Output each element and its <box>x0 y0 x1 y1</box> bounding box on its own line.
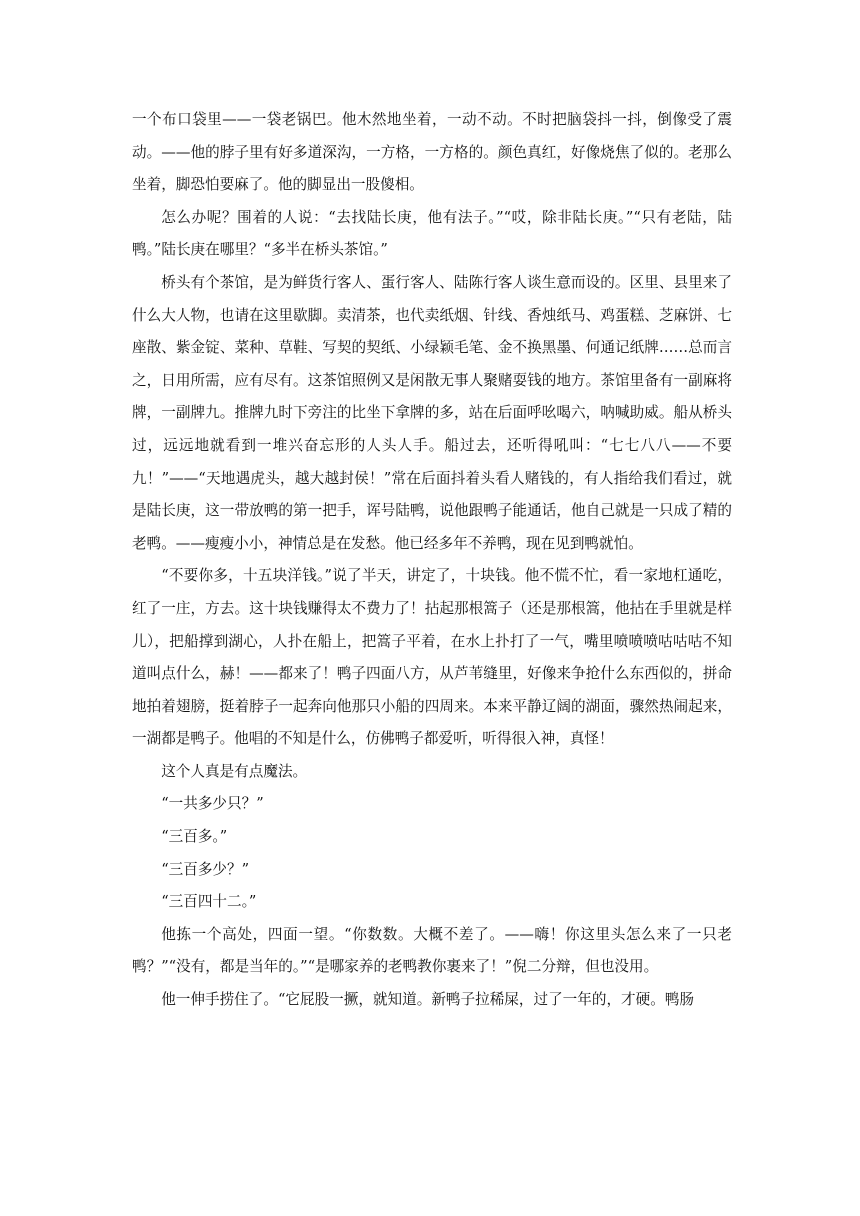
paragraph: 他拣一个高处，四面一望。“你数数。大概不差了。——嗨！你这里头怎么来了一只老鸭？”“没有，都是当年的。”“是哪家养的老鸭教你裹来了！”倪二分辩，但也没用。 <box>132 925 732 976</box>
paragraph: 怎么办呢？围着的人说：“去找陆长庚，他有法子。”“哎，除非陆长庚。”“只有老陆，陆鸭。”陆长庚在哪里？“多半在桥头茶馆。” <box>132 208 732 259</box>
document-page <box>132 104 732 1017</box>
paragraph: 他一伸手捞住了。“它屁股一撅，就知道。新鸭子拉稀屎，过了一年的，才硬。鸭肠 <box>161 991 695 1009</box>
dialogue-line: “三百多。” <box>161 828 228 846</box>
paragraph: “不要你多，十五块洋钱。”说了半天，讲定了，十块钱。他不慌不忙，看一家地杠通吃，红了一庄，方去。这十块钱赚得太不费力了！拈起那根篙子（还是那根篙，他拈在手里就是样儿），把船撑到湖心，人扑在船上，把篙子平着，在水上扑打了一气，嘴里喷喷喷咕咕咕不知道叫点什么，赫！——都来了！鸭子四面八方，从芦苇缝里，好像来争抢什么东西似的，拼命地拍着翅膀，挺着脖子一起奔向他那只小船的四周来。本来平静辽阔的湖面，骤然热闹起来，一湖都是鸭子。他唱的不知是什么，仿佛鸭子都爱听，听得很入神，真怪！ <box>132 567 732 748</box>
dialogue-line: “一共多少只？” <box>161 795 264 813</box>
paragraph: 一个布口袋里——一袋老锅巴。他木然地坐着，一动不动。不时把脑袋抖一抖，倒像受了震动。——他的脖子里有好多道深沟，一方格，一方格的。颜色真红，好像烧焦了似的。老那么坐着，脚恐怕要麻了。他的脚显出一股傻相。 <box>132 111 732 194</box>
dialogue-line: “三百四十二。” <box>161 893 257 911</box>
paragraph: 这个人真是有点魔法。 <box>161 762 308 780</box>
paragraph: 桥头有个茶馆，是为鲜货行客人、蛋行客人、陆陈行客人谈生意而设的。区里、县里来了什么大人物，也请在这里歇脚。卖清茶，也代卖纸烟、针线、香烛纸马、鸡蛋糕、芝麻饼、七座散、紫金锭、菜种、草鞋、写契的契纸、小绿颖毛笔、金不换黑墨、何通记纸牌……总而言之，日用所需，应有尽有。这茶馆照例又是闲散无事人聚赌耍钱的地方。茶馆里备有一副麻将牌，一副牌九。推牌九时下旁注的比坐下拿牌的多，站在后面呼吆喝六，呐喊助威。船从桥头过，远远地就看到一堆兴奋忘形的人头人手。船过去，还听得吼叫：“七七八八——不要九！”——“天地遇虎头，越大越封侯！”常在后面抖着头看人赌钱的，有人指给我们看过，就是陆长庚，这一带放鸭的第一把手，诨号陆鸭，说他跟鸭子能通话，他自己就是一只成了精的老鸭。——瘦瘦小小，神情总是在发愁。他已经多年不养鸭，现在见到鸭就怕。 <box>132 273 732 552</box>
dialogue-line: “三百多少？” <box>161 860 250 878</box>
